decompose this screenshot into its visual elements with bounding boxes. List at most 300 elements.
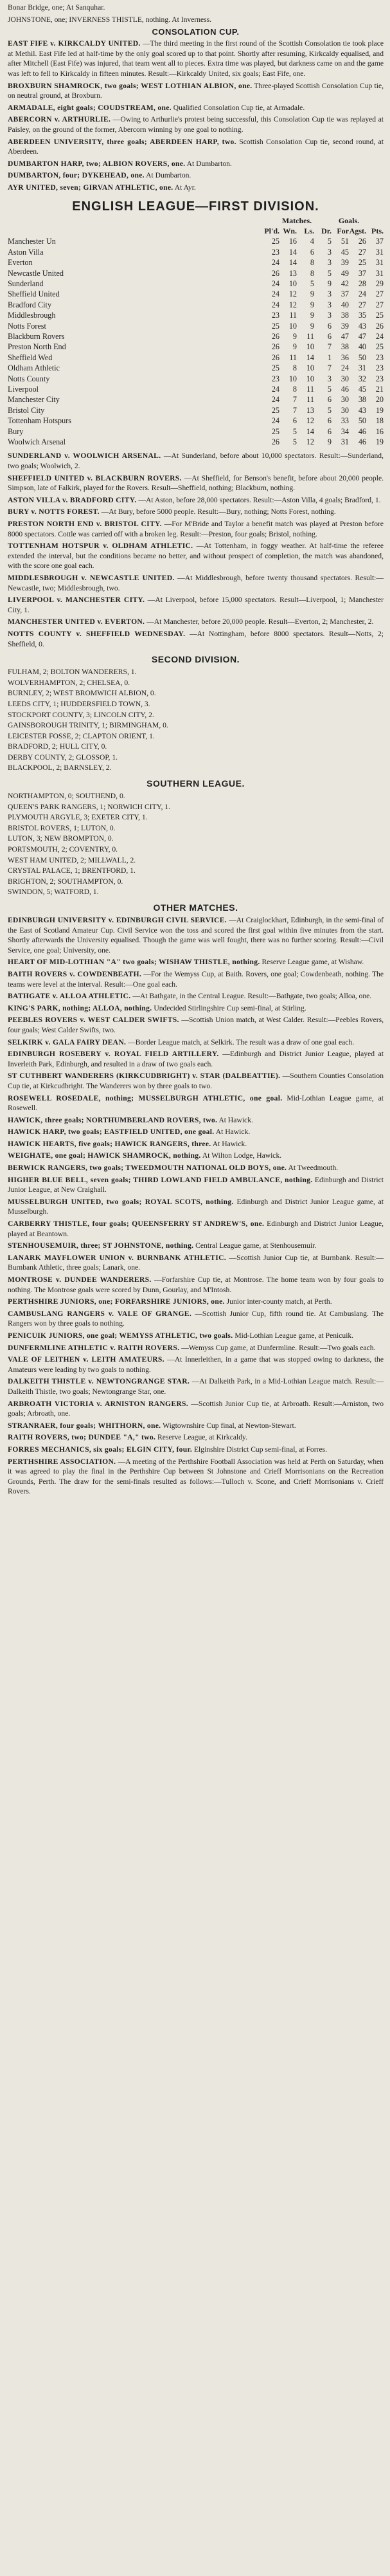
column-header: Wn. bbox=[283, 226, 297, 235]
result-list bbox=[8, 791, 384, 897]
table-cell: 3 bbox=[327, 258, 332, 268]
table-cell: 6 bbox=[327, 331, 332, 341]
table-cell: 47 bbox=[358, 331, 366, 341]
report-text: —A meeting of the Perthshire Football Association was held at Perth on Saturday, when it was agreed to play the final in the Perthshire Cup between St Johnstone and Crieff Morrisonians on the Recreation Grounds, Perth. The draw for the semi-finals resulted as follows:—Tulloch v. Scone, and Crieff Morrisonians v. Crieff Rovers. bbox=[8, 1457, 384, 1496]
team-name: Sheffield Wed bbox=[8, 352, 53, 362]
match-report bbox=[8, 1421, 384, 1431]
report-text: —Wemyss Cup game, at Dunfermline. Result:—Two goals each. bbox=[181, 1343, 376, 1352]
section-heading: OTHER MATCHES. bbox=[153, 902, 238, 913]
table-cell: 45 bbox=[341, 247, 349, 257]
report-text: —At Tottenham, in foggy weather. At half-time the referee extended the interval, but the conditions became no better, and without prospect of completion, the match was abandoned, with the score one goal each. bbox=[8, 542, 384, 571]
report-text: —At Manchester, before 20,000 people. Result—Everton, 2; Manchester, 2. bbox=[146, 617, 374, 626]
report-text: —At Sunderland, before about 10,000 spectators. Result:—Sunderland, two goals; Woolwich, 2. bbox=[8, 452, 384, 471]
table-cell: 13 bbox=[306, 405, 314, 415]
team-name: Woolwich Arsenal bbox=[8, 437, 66, 447]
report-text: Mid-Lothian League game, at Rosewell. bbox=[8, 1093, 384, 1113]
league-table bbox=[8, 215, 384, 448]
result-line: BRIGHTON, 2; SOUTHAMPTON, 0. bbox=[8, 877, 123, 886]
table-cell: 8 bbox=[310, 268, 314, 278]
report-text: Elginshire District Cup semi-final, at Forres. bbox=[193, 1445, 328, 1454]
table-cell: 37 bbox=[375, 237, 384, 246]
table-cell: 23 bbox=[271, 311, 279, 320]
column-header: Pl'd. bbox=[264, 226, 279, 235]
report-text: Qualified Consolation Cup tie, at Armadale. bbox=[173, 103, 305, 112]
table-cell: 10 bbox=[288, 374, 297, 383]
table-cell: 5 bbox=[292, 426, 297, 436]
match-report bbox=[8, 1457, 384, 1497]
table-cell: 8 bbox=[292, 363, 297, 373]
table-cell: 19 bbox=[375, 405, 384, 415]
table-cell: 6 bbox=[292, 416, 297, 426]
report-lead: FORRES MECHANICS, six goals; ELGIN CITY, four. bbox=[8, 1445, 193, 1454]
match-report bbox=[8, 1127, 384, 1137]
match-report bbox=[8, 1163, 384, 1173]
table-cell: 39 bbox=[341, 258, 349, 268]
table-row bbox=[8, 268, 384, 279]
league-table-body bbox=[8, 215, 384, 448]
table-cell: 3 bbox=[327, 374, 332, 383]
match-report bbox=[8, 1297, 384, 1307]
report-lead: RAITH ROVERS, two; DUNDEE "A," two. bbox=[8, 1433, 156, 1442]
table-row bbox=[8, 279, 384, 289]
table-cell: 20 bbox=[375, 395, 384, 405]
result-line: BURNLEY, 2; WEST BROMWICH ALBION, 0. bbox=[8, 689, 156, 698]
report-text: At Hawick. bbox=[218, 1115, 253, 1124]
report-text: At Tweedmouth. bbox=[288, 1164, 339, 1173]
table-cell: 10 bbox=[288, 279, 297, 288]
result-line: FULHAM, 2; BOLTON WANDERERS, 1. bbox=[8, 668, 137, 677]
match-report bbox=[8, 1093, 384, 1113]
report-lead: HAWICK HEARTS, five goals; HAWICK RANGERS, three. bbox=[8, 1139, 211, 1148]
table-cell: 46 bbox=[341, 385, 349, 394]
table-cell: 23 bbox=[375, 352, 384, 362]
table-row bbox=[8, 247, 384, 257]
match-report bbox=[8, 1331, 384, 1341]
table-cell: 6 bbox=[327, 321, 332, 331]
match-report bbox=[8, 1115, 384, 1126]
report-text: At Ayr. bbox=[174, 183, 196, 192]
match-report bbox=[8, 507, 384, 517]
table-cell: 8 bbox=[310, 258, 314, 268]
table-cell: 11 bbox=[289, 352, 297, 362]
table-cell: 21 bbox=[375, 385, 384, 394]
team-name: Sheffield United bbox=[8, 289, 60, 299]
league-table-column-header bbox=[8, 226, 384, 236]
table-cell: 31 bbox=[375, 247, 384, 257]
table-cell: 11 bbox=[306, 385, 314, 394]
report-lead: HEART OF MID-LOTHIAN "A" two goals; WISHAW THISTLE, nothing. bbox=[8, 958, 260, 967]
report-lead: ABERDEEN UNIVERSITY, three goals; ABERDEEN HARP, two. bbox=[8, 137, 236, 146]
table-cell: 38 bbox=[341, 311, 349, 320]
report-text: —At Craiglockhart, Edinburgh, in the semi-final of the East of Scotland Amateur Cup. Civil Service won the toss and scored the first goal within five minutes from the start. Shortly afterwards the University equalised. Though the game was well fought, there was no further scoring. Result:—Civil Service, one goal; University, one. bbox=[8, 916, 384, 955]
table-cell: 14 bbox=[288, 258, 297, 268]
table-cell: 26 bbox=[358, 237, 366, 246]
result-line: PORTSMOUTH, 2; COVENTRY, 0. bbox=[8, 845, 118, 854]
table-cell: 14 bbox=[288, 247, 297, 257]
table-cell: 25 bbox=[271, 426, 279, 436]
team-name: Bury bbox=[8, 426, 24, 436]
report-text: —At Middlesbrough, before twenty thousand spectators. Result:—Newcastle, two; Middlesbrough, two. bbox=[8, 573, 384, 592]
table-cell: 24 bbox=[271, 258, 279, 268]
table-cell: 50 bbox=[358, 416, 366, 426]
result-line: CRYSTAL PALACE, 1; BRENTFORD, 1. bbox=[8, 866, 136, 875]
result-line: BRADFORD, 2; HULL CITY, 0. bbox=[8, 742, 107, 751]
table-cell: 25 bbox=[271, 237, 279, 246]
report-text: —At Dalkeith Park, in a Mid-Lothian League match. Result:—Dalkeith Thistle, two goals; Newtongrange Star, one. bbox=[8, 1377, 384, 1396]
table-cell: 9 bbox=[310, 321, 314, 331]
team-name: Newcastle United bbox=[8, 268, 64, 278]
report-lead: EDINBURGH ROSEBERY v. ROYAL FIELD ARTILLERY. bbox=[8, 1050, 219, 1059]
table-cell: 5 bbox=[327, 385, 332, 394]
result-line: QUEEN'S PARK RANGERS, 1; NORWICH CITY, 1. bbox=[8, 802, 170, 811]
section-heading: SOUTHERN LEAGUE. bbox=[146, 778, 245, 789]
match-report bbox=[8, 573, 384, 593]
report-lead: EAST FIFE v. KIRKCALDY UNITED. bbox=[8, 39, 141, 48]
table-row bbox=[8, 257, 384, 268]
match-report bbox=[8, 183, 384, 193]
table-row bbox=[8, 300, 384, 310]
match-report bbox=[8, 1015, 384, 1035]
match-report bbox=[8, 103, 384, 113]
report-text: —At Innerleithen, in a game that was stopped owing to darkness, the Amateurs were leading by two goals to nothing. bbox=[8, 1355, 384, 1374]
report-text: —Scottish Junior Cup tie, at Arbroath. Result:—Arniston, two goals; Arbroath, one. bbox=[8, 1399, 384, 1418]
report-lead: PERTHSHIRE ASSOCIATION. bbox=[8, 1457, 116, 1466]
report-text: —At Aston, before 28,000 spectators. Result:—Aston Villa, 4 goals; Bradford, 1. bbox=[138, 495, 381, 504]
table-cell: 7 bbox=[327, 342, 332, 352]
report-text: At Dumbarton. bbox=[146, 171, 191, 180]
table-row bbox=[8, 236, 384, 246]
team-name: Bradford City bbox=[8, 300, 52, 309]
report-lead: DUMBARTON, four; DYKEHEAD, one. bbox=[8, 171, 145, 180]
report-lead: PRESTON NORTH END v. BRISTOL CITY. bbox=[8, 520, 162, 528]
table-cell: 29 bbox=[375, 279, 384, 288]
table-cell: 6 bbox=[327, 416, 332, 426]
report-lead: VALE OF LEITHEN v. LEITH AMATEURS. bbox=[8, 1355, 164, 1364]
report-text: —For the Wemyss Cup, at Baith. Rovers, one goal; Cowdenbeath, nothing. The teams were level at the interval. Result:—One goal each. bbox=[8, 969, 384, 989]
table-cell: 24 bbox=[271, 395, 279, 405]
team-name: Notts County bbox=[8, 374, 50, 383]
table-cell: 32 bbox=[358, 374, 366, 383]
table-cell: 14 bbox=[306, 426, 314, 436]
table-cell: 26 bbox=[271, 437, 279, 447]
table-cell: 24 bbox=[358, 289, 366, 299]
table-cell: 26 bbox=[271, 352, 279, 362]
report-text: —Scottish Junior Cup, fifth round tie. At Cambuslang. The Rangers won by three goals to nothing. bbox=[8, 1309, 384, 1328]
result-line: LEICESTER FOSSE, 2; CLAPTON ORIENT, 1. bbox=[8, 731, 155, 740]
table-cell: 40 bbox=[341, 300, 349, 309]
table-cell: 12 bbox=[288, 300, 297, 309]
table-cell: 11 bbox=[306, 395, 314, 405]
table-cell: 25 bbox=[271, 321, 279, 331]
match-report bbox=[8, 629, 384, 649]
table-cell: 31 bbox=[375, 258, 384, 268]
result-line: WOLVERHAMPTON, 2; CHELSEA, 0. bbox=[8, 678, 130, 687]
result-line: SWINDON, 5; WATFORD, 1. bbox=[8, 888, 99, 897]
match-report bbox=[8, 495, 384, 506]
table-cell: 26 bbox=[271, 268, 279, 278]
team-name: Sunderland bbox=[8, 279, 44, 288]
report-lead: BROXBURN SHAMROCK, two goals; WEST LOTHIAN ALBION, one. bbox=[8, 81, 253, 90]
report-text: Edinburgh and District Junior League game, at Musselburgh. bbox=[8, 1197, 384, 1216]
team-name: Bristol City bbox=[8, 405, 45, 415]
table-cell: 10 bbox=[306, 374, 314, 383]
table-row bbox=[8, 416, 384, 426]
result-line: PLYMOUTH ARGYLE, 3; EXETER CITY, 1. bbox=[8, 813, 148, 822]
table-cell: 30 bbox=[341, 405, 349, 415]
report-text: Three-played Scottish Consolation Cup tie, on neutral ground, at Broxburn. bbox=[8, 81, 384, 100]
report-text: —At Sheffield, for Benson's benefit, before about 20,000 people. Simpson, late of Falkirk, played for the Rovers. Result—Sheffield, nothing; Blackburn, nothing. bbox=[8, 473, 384, 493]
table-cell: 8 bbox=[292, 385, 297, 394]
table-cell: 46 bbox=[358, 426, 366, 436]
report-text: Central League game, at Stenhousemuir. bbox=[195, 1241, 317, 1250]
report-text: —Forfarshire Cup tie, at Montrose. The home team won by four goals to nothing. The Montrose goals were scored by Dunn, Gourlay, and M'Intosh. bbox=[8, 1275, 384, 1294]
report-lead: ARMADALE, eight goals; COUDSTREAM, one. bbox=[8, 103, 172, 112]
match-report bbox=[8, 991, 384, 1001]
report-text: —Scottish Junior Cup tie, at Burnbank. Result:—Burnbank Athletic, three goals; Lanark, one. bbox=[8, 1253, 384, 1272]
table-cell: 37 bbox=[341, 289, 349, 299]
table-cell: 9 bbox=[292, 342, 297, 352]
team-name: Middlesbrough bbox=[8, 311, 56, 320]
table-cell: 19 bbox=[375, 437, 384, 447]
result-line: BRISTOL ROVERS, 1; LUTON, 0. bbox=[8, 823, 116, 832]
report-text: —The third meeting in the first round of the Scottish Consolation tie took place at Methil. East Fife led at half-time by the only goal scored up to that point. Shortly after resuming, Kirkcaldy equalised, and after Mitchell (East Fife) was injured, that team went all to pieces. Extra time was played, but darkness came on and the game was left to fell to Kirkcaldy in fifteen minutes. Result:—Kirkcaldy United, six goals; East Fife, one. bbox=[8, 39, 384, 78]
match-report bbox=[8, 1071, 384, 1091]
match-report bbox=[8, 1049, 384, 1069]
match-report bbox=[8, 137, 384, 157]
table-row bbox=[8, 342, 384, 352]
table-cell: 23 bbox=[375, 374, 384, 383]
report-list bbox=[8, 39, 384, 192]
report-lead: SHEFFIELD UNITED v. BLACKBURN ROVERS. bbox=[8, 473, 182, 482]
table-cell: 9 bbox=[292, 331, 297, 341]
match-report bbox=[8, 1399, 384, 1419]
match-report bbox=[8, 159, 384, 169]
report-lead: PEEBLES ROVERS v. WEST CALDER SWIFTS. bbox=[8, 1016, 179, 1025]
match-report bbox=[8, 1197, 384, 1217]
team-name: Liverpool bbox=[8, 385, 39, 394]
result-line: LUTON, 3; NEW BROMPTON, 0. bbox=[8, 834, 114, 843]
table-cell: 31 bbox=[375, 268, 384, 278]
top-result-line: JOHNSTONE, one; INVERNESS THISTLE, nothing. At Inverness. bbox=[8, 15, 212, 24]
section-heading: SECOND DIVISION. bbox=[151, 654, 240, 665]
match-report bbox=[8, 957, 384, 967]
report-text: —Owing to Arthurlie's protest being successful, this Consolation Cup tie was replayed at Paisley, on the ground of the former, Abercorn winning by one goal to nothing. bbox=[8, 115, 384, 134]
table-cell: 38 bbox=[358, 395, 366, 405]
result-line: LEEDS CITY, 1; HUDDERSFIELD TOWN, 3. bbox=[8, 699, 150, 708]
table-cell: 30 bbox=[341, 395, 349, 405]
table-row bbox=[8, 405, 384, 416]
table-cell: 3 bbox=[327, 300, 332, 309]
report-lead: TOTTENHAM HOTSPUR v. OLDHAM ATHLETIC. bbox=[8, 542, 193, 551]
report-lead: LANARK MAYFLOWER UNION v. BURNBANK ATHLETIC. bbox=[8, 1253, 226, 1262]
table-cell: 43 bbox=[358, 405, 366, 415]
match-report bbox=[8, 617, 384, 627]
report-text: Reserve League, at Kirkcaldy. bbox=[157, 1433, 247, 1442]
table-cell: 25 bbox=[271, 405, 279, 415]
table-cell: 13 bbox=[288, 268, 297, 278]
report-lead: NOTTS COUNTY v. SHEFFIELD WEDNESDAY. bbox=[8, 629, 186, 638]
other-matches-section bbox=[8, 902, 384, 1497]
table-row bbox=[8, 331, 384, 342]
table-cell: 38 bbox=[341, 342, 349, 352]
report-lead: LIVERPOOL v. MANCHESTER CITY. bbox=[8, 596, 145, 605]
top-result-line: Bonar Bridge, one; At Sanquhar. bbox=[8, 3, 105, 12]
table-cell: 16 bbox=[288, 237, 297, 246]
team-name: Manchester City bbox=[8, 395, 60, 405]
table-cell: 9 bbox=[310, 311, 314, 320]
table-row bbox=[8, 374, 384, 384]
match-report bbox=[8, 915, 384, 955]
table-cell: 39 bbox=[341, 321, 349, 331]
report-lead: EDINBURGH UNIVERSITY v. EDINBURGH CIVIL SERVICE. bbox=[8, 916, 227, 924]
table-cell: 11 bbox=[289, 311, 297, 320]
table-cell: 31 bbox=[358, 363, 366, 373]
table-cell: 16 bbox=[375, 426, 384, 436]
league-table-group-header bbox=[8, 215, 384, 226]
table-cell: 27 bbox=[358, 300, 366, 309]
match-report bbox=[8, 1241, 384, 1251]
team-name: Preston North End bbox=[8, 342, 66, 352]
report-text: —Edinburgh and District Junior League, played at Inverleith Park, Edinburgh, and resulted in a draw of two goals each. bbox=[8, 1050, 384, 1068]
table-cell: 10 bbox=[288, 321, 297, 331]
section-heading: ENGLISH LEAGUE—FIRST DIVISION. bbox=[72, 199, 319, 214]
match-report bbox=[8, 1355, 384, 1375]
match-report bbox=[8, 114, 384, 134]
match-report bbox=[8, 519, 384, 539]
match-report bbox=[8, 1151, 384, 1161]
match-report bbox=[8, 1343, 384, 1353]
table-cell: 12 bbox=[306, 416, 314, 426]
report-lead: AYR UNITED, seven; GIRVAN ATHLETIC, one. bbox=[8, 183, 173, 192]
report-text: At Dumbarton. bbox=[186, 159, 232, 168]
table-cell: 5 bbox=[327, 237, 332, 246]
table-cell: 9 bbox=[327, 437, 332, 447]
goals-group-label: Goals. bbox=[338, 215, 360, 225]
table-cell: 50 bbox=[358, 352, 366, 362]
report-lead: BATHGATE v. ALLOA ATHLETIC. bbox=[8, 992, 131, 1001]
table-cell: 6 bbox=[310, 247, 314, 257]
team-name: Aston Villa bbox=[8, 247, 44, 257]
report-lead: DUMBARTON HARP, two; ALBION ROVERS, one. bbox=[8, 159, 186, 168]
report-lead: KING'S PARK, nothing; ALLOA, nothing. bbox=[8, 1003, 152, 1012]
column-header: Ls. bbox=[304, 226, 314, 235]
first-division-section bbox=[8, 199, 384, 650]
report-lead: CAMBUSLANG RANGERS v. VALE OF GRANGE. bbox=[8, 1309, 192, 1318]
report-lead: HIGHER BLUE BELL, seven goals; THIRD LOWLAND FIELD AMBULANCE, nothing. bbox=[8, 1175, 313, 1184]
report-text: Mid-Lothian League game, at Penicuik. bbox=[235, 1331, 354, 1340]
table-cell: 1 bbox=[327, 352, 332, 362]
table-cell: 25 bbox=[375, 342, 384, 352]
table-cell: 24 bbox=[271, 385, 279, 394]
match-report bbox=[8, 969, 384, 989]
match-report bbox=[8, 1309, 384, 1329]
table-cell: 5 bbox=[310, 279, 314, 288]
team-name: Oldham Athletic bbox=[8, 363, 60, 373]
result-line: BLACKPOOL, 2; BARNSLEY, 2. bbox=[8, 763, 112, 772]
table-cell: 27 bbox=[375, 300, 384, 309]
table-cell: 23 bbox=[271, 374, 279, 383]
matches-group-label: Matches. bbox=[281, 215, 312, 225]
report-text: —At Bury, before 5000 people. Result:—Bury, nothing; Notts Forest, nothing. bbox=[101, 507, 336, 516]
match-report bbox=[8, 473, 384, 493]
table-cell: 10 bbox=[306, 342, 314, 352]
table-cell: 12 bbox=[288, 289, 297, 299]
table-cell: 47 bbox=[341, 331, 349, 341]
table-row bbox=[8, 426, 384, 437]
table-cell: 33 bbox=[341, 416, 349, 426]
report-lead: SUNDERLAND v. WOOLWICH ARSENAL. bbox=[8, 452, 161, 461]
match-report bbox=[8, 1003, 384, 1014]
report-text: Junior inter-county match, at Perth. bbox=[226, 1297, 332, 1306]
report-text: —For M'Bride and Taylor a benefit match was played at Preston before 8000 spectators. Cottle was carried off with a broken leg. Result:—Preston, four goals; Bristol, nothing. bbox=[8, 520, 384, 538]
match-report bbox=[8, 541, 384, 571]
match-report bbox=[8, 1432, 384, 1443]
table-cell: 14 bbox=[306, 352, 314, 362]
table-cell: 23 bbox=[375, 363, 384, 373]
consolation-cup-section bbox=[8, 27, 384, 192]
table-cell: 24 bbox=[375, 331, 384, 341]
table-cell: 36 bbox=[341, 352, 349, 362]
report-text: Wigtownshire Cup final, at Newton-Stewart. bbox=[163, 1421, 296, 1430]
table-cell: 49 bbox=[341, 268, 349, 278]
table-cell: 3 bbox=[327, 247, 332, 257]
table-cell: 9 bbox=[310, 289, 314, 299]
report-lead: PERTHSHIRE JUNIORS, one; FORFARSHIRE JUNIORS, one. bbox=[8, 1297, 225, 1306]
report-list bbox=[8, 915, 384, 1497]
report-lead: MANCHESTER UNITED v. EVERTON. bbox=[8, 617, 145, 626]
report-lead: ABERCORN v. ARTHURLIE. bbox=[8, 115, 111, 124]
table-cell: 26 bbox=[271, 331, 279, 341]
column-header: Pts. bbox=[371, 226, 384, 235]
report-lead: DALKEITH THISTLE v. NEWTONGRANGE STAR. bbox=[8, 1377, 190, 1386]
report-lead: SELKIRK v. GALA FAIRY DEAN. bbox=[8, 1037, 127, 1046]
column-header: Agst. bbox=[349, 226, 366, 235]
table-cell: 23 bbox=[271, 247, 279, 257]
table-cell: 7 bbox=[292, 405, 297, 415]
report-text: —Border League match, at Selkirk. The result was a draw of one goal each. bbox=[128, 1037, 355, 1046]
table-cell: 31 bbox=[341, 437, 349, 447]
table-row bbox=[8, 394, 384, 405]
table-cell: 24 bbox=[271, 416, 279, 426]
result-line: GAINSBOROUGH TRINITY, 1; BIRMINGHAM, 0. bbox=[8, 721, 168, 730]
table-cell: 34 bbox=[341, 426, 349, 436]
report-lead: DUNFERMLINE ATHLETIC v. RAITH ROVERS. bbox=[8, 1343, 180, 1352]
table-cell: 5 bbox=[327, 268, 332, 278]
match-report bbox=[8, 1175, 384, 1195]
table-cell: 26 bbox=[271, 342, 279, 352]
table-cell: 43 bbox=[358, 321, 366, 331]
match-report bbox=[8, 595, 384, 615]
report-lead: STRANRAER, four goals; WHITHORN, one. bbox=[8, 1421, 161, 1430]
table-cell: 11 bbox=[306, 331, 314, 341]
report-lead: BAITH ROVERS v. COWDENBEATH. bbox=[8, 969, 142, 978]
match-report bbox=[8, 81, 384, 101]
report-text: Edinburgh and District Junior League, at New Craighall. bbox=[8, 1175, 384, 1194]
table-cell: 46 bbox=[358, 437, 366, 447]
report-lead: WEIGHATE, one goal; HAWICK SHAMROCK, nothing. bbox=[8, 1151, 201, 1160]
table-cell: 24 bbox=[271, 279, 279, 288]
table-cell: 27 bbox=[358, 247, 366, 257]
table-cell: 25 bbox=[375, 311, 384, 320]
report-lead: BURY v. NOTTS FOREST. bbox=[8, 507, 100, 516]
report-text: At Wilton Lodge, Hawick. bbox=[202, 1151, 282, 1160]
report-lead: CARBERRY THISTLE, four goals; QUEENSFERRY ST ANDREW'S, one. bbox=[8, 1219, 265, 1229]
report-lead: ASTON VILLA v. BRADFORD CITY. bbox=[8, 495, 137, 504]
table-cell: 24 bbox=[341, 363, 349, 373]
result-line: STOCKPORT COUNTY, 3; LINCOLN CITY, 2. bbox=[8, 710, 154, 719]
report-lead: MONTROSE v. DUNDEE WANDERERS. bbox=[8, 1275, 152, 1284]
report-text: —At Bathgate, in the Central League. Result:—Bathgate, two goals; Alloa, one. bbox=[132, 992, 372, 1001]
